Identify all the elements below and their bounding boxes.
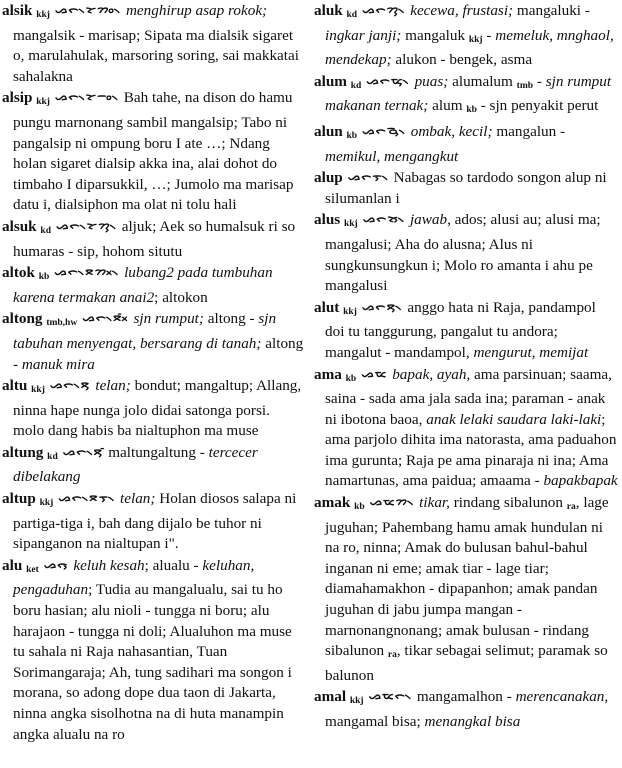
batak-script-text: ᯀᯞᯮᯇ᯲ — [347, 170, 389, 184]
dictionary-entry — [314, 209, 618, 296]
batak-script-text: ᯀᯞ᯲ᯘᯮᯂ᯲ — [56, 218, 117, 232]
definition-text: mangamalhon - — [416, 688, 516, 706]
definition-text: anggo hata ni Raja, pandampol doi tu tanggurung, pangalut tu andora; mangalut - mandampol, — [325, 298, 596, 361]
dictionary-entry — [314, 71, 618, 121]
definition-text: ; altokon — [154, 288, 208, 306]
batak-script-text: ᯀᯞ᯲ᯖᯮᯰ — [62, 444, 104, 458]
headword: alus — [314, 211, 341, 229]
dictionary-entry — [314, 121, 618, 167]
dictionary-entry — [314, 167, 618, 209]
dictionary-entry — [2, 308, 304, 375]
headword: aluk — [314, 2, 343, 19]
definition-text: altong - — [13, 334, 304, 373]
batak-script-text: ᯀᯔᯞ᯲ — [368, 689, 412, 703]
batak-script-text: ᯀᯞᯮᯖ᯲ — [361, 299, 403, 313]
grammar-label: kkj — [468, 34, 483, 45]
definition-italic: sjn rumput; — [133, 310, 204, 328]
definition-italic: kecewa, frustasi; — [410, 2, 514, 19]
headword: alut — [314, 298, 340, 316]
definition-text: , lage juguhan; Pahembang hamu amak hundulan ni na ro, ninna; Amak do bulusan bahul-bahul inganan ni eme; amak tiar - lage tiar; diamahamakhon - dipapanhon; amak pandan juguhan di jabu jumpa mangan - marnonangnonang; amak bulusan - rindang sibalunon — [325, 494, 609, 660]
definition-text: mangalun - — [492, 122, 566, 140]
batak-script-text: ᯀᯞ᯲ᯖᯮ — [49, 378, 91, 392]
definition-text: , mangamal bisa; — [325, 688, 609, 730]
left-column — [2, 0, 310, 768]
grammar-label: kkj — [349, 696, 364, 707]
definition-italic: tercecer dibelakang — [13, 443, 258, 486]
dictionary-entry — [314, 297, 618, 364]
dictionary-entry — [2, 262, 304, 308]
definition-italic: jawab — [409, 211, 448, 229]
definition-italic: menangkal bisa — [424, 713, 521, 730]
definition-text: bondut; mangaltup; Allang, ninna hape nunga jolo didai satonga porsi. molo dang habis ba nialtuphon ma muse — [13, 377, 302, 440]
headword: altong — [2, 310, 43, 328]
definition-text: - sjn penyakit perut — [476, 97, 599, 115]
dictionary-entry — [314, 686, 618, 732]
definition-italic: keluhan, pengaduhan — [13, 556, 255, 599]
grammar-label: kb — [345, 373, 357, 384]
definition-italic: bapakbapak — [543, 472, 618, 490]
definition-text: rindang sibalunon — [449, 494, 567, 512]
grammar-label: ket — [26, 564, 39, 575]
definition-text: - — [533, 72, 546, 90]
definition-italic: sjn tabuhan menyengat, bersarang di tanah; — [13, 310, 277, 352]
dictionary-entry — [2, 0, 304, 87]
definition-text: maltungaltung - — [108, 443, 209, 461]
definition-italic: manuk mira — [21, 355, 95, 373]
definition-italic: sjn rumput makanan ternak; — [325, 72, 612, 115]
headword: alsik — [2, 2, 33, 19]
definition-text: mangaluk — [401, 26, 469, 44]
dictionary-entry — [314, 0, 618, 71]
definition-italic: menghirup asap rokok; — [125, 2, 268, 19]
grammar-label: tmb,hw — [46, 318, 78, 329]
definition-italic: telan; — [95, 377, 131, 395]
headword: ama — [314, 365, 342, 383]
batak-script-text: ᯀᯞ᯲ᯘᯪᯂ᯲ — [54, 3, 121, 16]
headword: alsip — [2, 89, 33, 107]
grammar-label: kkj — [31, 385, 45, 396]
grammar-label: kb — [38, 272, 50, 283]
definition-text: alumalum — [448, 72, 517, 90]
batak-script-text: ᯀᯞ᯲ᯖᯬᯂ᯲ — [54, 265, 120, 279]
batak-script-text: ᯀᯞᯮᯘ᯲ — [362, 212, 405, 226]
headword: altung — [2, 443, 44, 461]
definition-italic: ombak, kecil; — [410, 122, 493, 140]
dictionary-entry — [2, 488, 304, 555]
definition-text: ama parsinuan; saama, saina - sada ama jala sada ina; paraman - anak ni ibotona baoa, — [325, 365, 612, 428]
dictionary-entry — [314, 364, 618, 493]
definition-text: - — [482, 26, 496, 44]
headword: amak — [314, 494, 351, 512]
grammar-label: kb — [466, 105, 477, 116]
definition-italic: keluh kesah — [73, 556, 145, 574]
dictionary-entry — [2, 375, 304, 442]
batak-script-text: ᯀᯔ — [361, 366, 388, 380]
dictionary-entry — [2, 442, 304, 488]
definition-italic: memikul, mengangkut — [325, 147, 459, 165]
definition-text: Holan diosos salapa ni partiga-tiga i, bah dang dijalo be tuhor ni sipanganon na nialtupan i". — [13, 490, 297, 553]
dictionary-entry — [314, 492, 618, 686]
definition-text: , ados; alusi au; alusi ma; mangalusi; Aha do alusna; Alus ni sungkunsungkun i; Molo ro amanta i ahu pe mangalusi — [325, 211, 601, 295]
grammar-label: kkj — [343, 306, 357, 317]
definition-text: alukon - bengek, asma — [391, 51, 533, 69]
definition-text: altong - — [203, 310, 259, 328]
grammar-label: kkj — [343, 219, 358, 230]
grammar-label: kd — [350, 80, 362, 91]
batak-script-text: ᯀᯞ᯲ᯘᯪᯇ᯲ — [54, 90, 119, 104]
batak-script-text: ᯀᯞᯮᯉ᯲ — [362, 123, 406, 137]
right-column — [310, 0, 618, 768]
definition-italic: bapak, ayah, — [392, 365, 471, 383]
headword: alup — [314, 169, 343, 187]
grammar-label: kb — [346, 130, 358, 141]
definition-text: Nabagas so tardodo songon alup ni silumanlan i — [325, 169, 607, 207]
grammar-label: kb — [354, 502, 365, 513]
batak-script-text: ᯀᯞ᯲ᯖᯮᯇ᯲ — [58, 491, 116, 505]
headword: altu — [2, 377, 28, 395]
headword: alsuk — [2, 217, 37, 235]
definition-text: ; ama parjolo dihita ima natorasta, ama paduahon ima gurunta; Raja pe ama pinaraja ni ina; Ama namartunas, ama paidua; amaama - — [325, 410, 617, 490]
batak-script-text: ᯀᯞᯮᯂ᯲ — [362, 3, 406, 16]
definition-italic: lubang2 pada tumbuhan karena termakan anai2 — [13, 264, 273, 306]
definition-text: mangalsik - marisap; Sipata ma dialsik sigaret o, marulahulak, marsoring soring, sai makkatai sahalakna — [13, 26, 299, 85]
batak-script-text: ᯀᯔᯂ᯲ — [369, 495, 415, 509]
definition-text: aljuk; Aek so humalsuk ri so humaras - sip, hohom situtu — [13, 217, 296, 260]
grammar-label: kd — [346, 10, 358, 20]
grammar-label: ra — [387, 650, 397, 661]
definition-italic: tikar, — [419, 494, 450, 512]
grammar-label: kd — [40, 225, 51, 236]
dictionary-entry — [2, 87, 304, 216]
headword: altup — [2, 490, 36, 508]
headword: altok — [2, 264, 35, 282]
definition-text: ; alualu - — [144, 556, 203, 574]
definition-italic: memeluk, mnghaol, mendekap; — [325, 26, 614, 69]
batak-script-text: ᯀᯞ᯲ᯖᯬᯰ — [82, 311, 129, 325]
definition-italic: mengurut, memijat — [473, 343, 589, 361]
headword: alum — [314, 72, 347, 90]
grammar-label: kkj — [39, 498, 54, 509]
grammar-label: kkj — [36, 97, 50, 108]
definition-italic: puas; — [414, 72, 449, 90]
definition-italic: merencanakan — [515, 688, 605, 706]
definition-text: mangaluki - — [513, 2, 590, 19]
grammar-label: kd — [47, 451, 58, 462]
grammar-label: kkj — [36, 10, 50, 20]
grammar-label: tmb — [516, 80, 534, 91]
grammar-label: ra — [566, 502, 576, 513]
dictionary-entry — [2, 555, 304, 745]
definition-text: , tikar sebagai selimut; paramak so balunon — [325, 642, 608, 684]
batak-script-text: ᯀᯞᯮ — [43, 557, 69, 571]
definition-italic: anak lelaki saudara laki-laki — [426, 410, 602, 428]
definition-italic: telan; — [120, 490, 156, 508]
headword: amal — [314, 688, 347, 706]
headword: alu — [2, 556, 23, 574]
batak-script-text: ᯀᯞᯮᯔ᯲ — [366, 73, 410, 87]
definition-italic: ingkar janji; — [325, 26, 402, 44]
definition-text: alum — [428, 97, 467, 115]
dictionary-entry — [2, 216, 304, 262]
headword: alun — [314, 122, 343, 140]
definition-text: ; Tudia au mangalualu, sai tu ho boru hasian; alu nioli - tungga ni boru; alu harajaon - tungga ni doli; Alualuhon ma muse tu sahala ni Raja nahasantian, Tuan Sorimangaraja; Ah, tung sadihari ma songon i morana, so adong dope dua taon di Jakarta, ninna angka sisolhotna na di huta manampin angka alualu na ro — [13, 581, 292, 743]
definition-text: Bah tahe, na dison do hamu pungu marnonang sambil mangalsip; Tabo ni pangalsip ni ompung boru I ate …; Ndang holan sigaret dialsip akka ina, alai dohot do timbaho I diparsukkil, …; Jumolo ma marisap datu i, dialsiphon ma olat ni tolu hali — [13, 89, 294, 214]
